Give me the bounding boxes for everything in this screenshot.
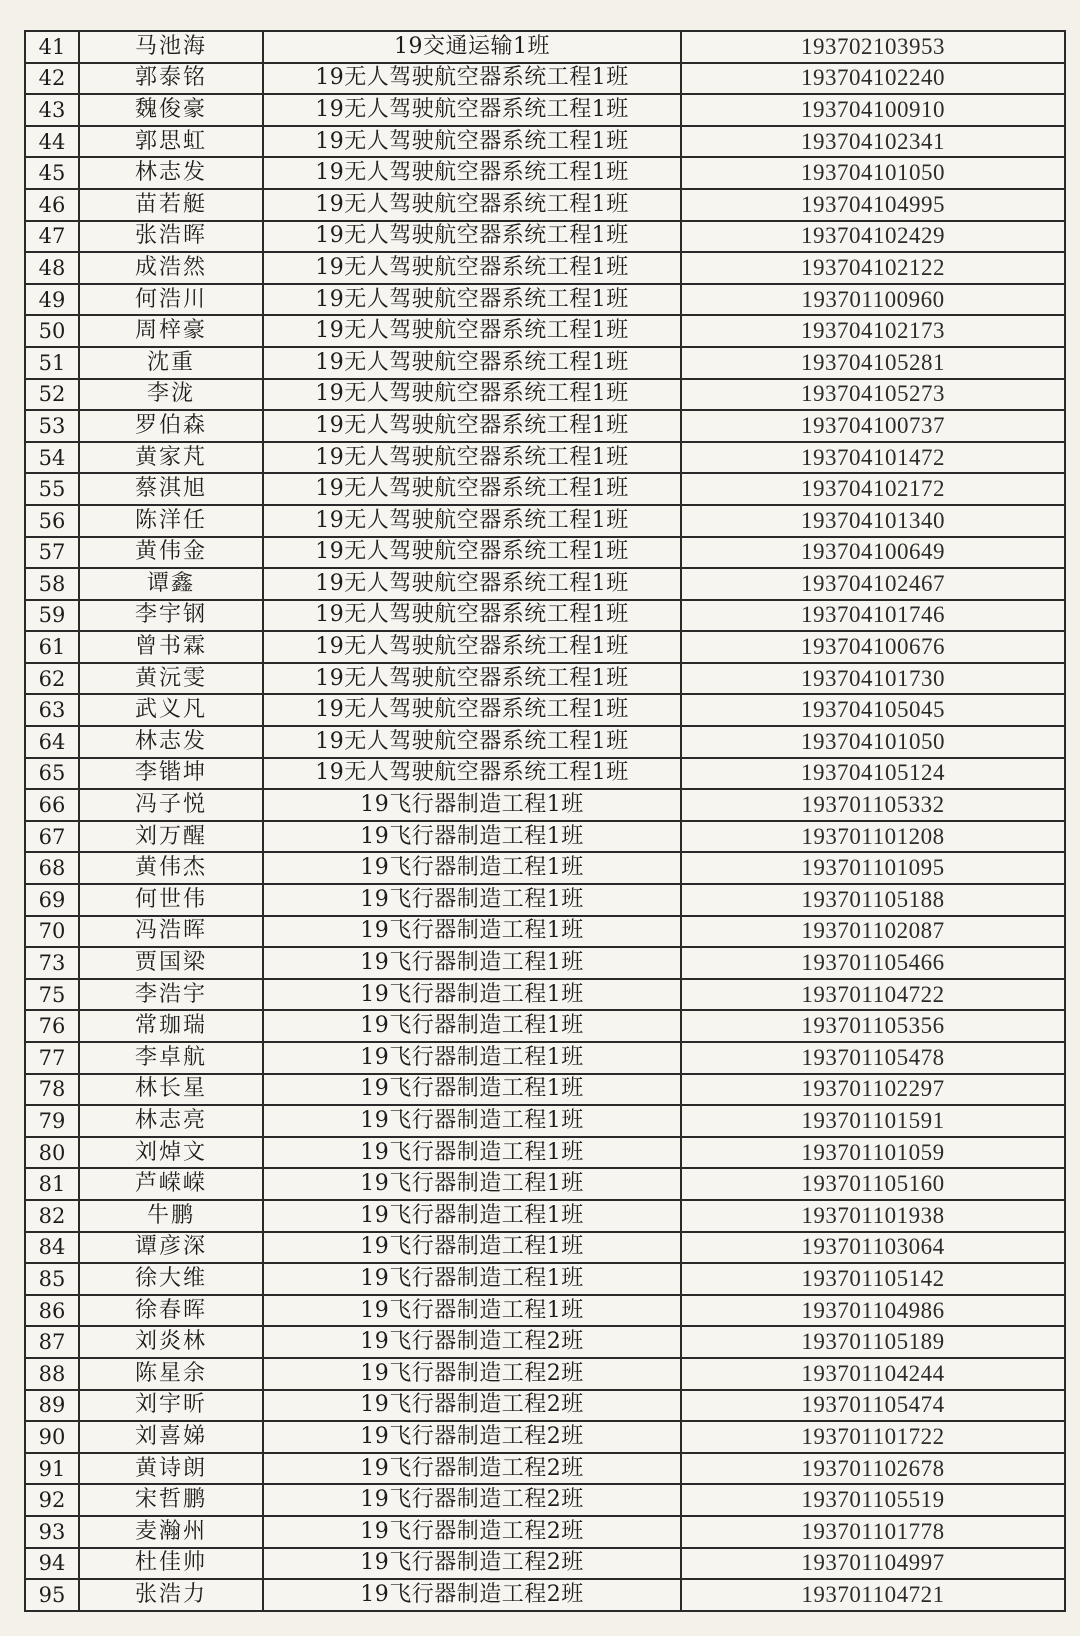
- student-id: 193701101208: [681, 821, 1065, 853]
- table-row: [25, 568, 1065, 600]
- class-name: 19飞行器制造工程2班: [263, 1326, 681, 1358]
- row-number: 54: [25, 442, 79, 474]
- student-id: 193704100649: [681, 537, 1065, 569]
- row-number: 67: [25, 821, 79, 853]
- student-id: 193701105356: [681, 1010, 1065, 1042]
- student-name: 成浩然: [79, 252, 263, 284]
- table-row: [25, 821, 1065, 853]
- class-name: 19无人驾驶航空器系统工程1班: [263, 473, 681, 505]
- table-row: [25, 694, 1065, 726]
- student-id: 193701105474: [681, 1390, 1065, 1422]
- row-number: 78: [25, 1074, 79, 1106]
- student-id: 193704102122: [681, 252, 1065, 284]
- student-id: 193704102429: [681, 221, 1065, 253]
- table-row: [25, 1358, 1065, 1390]
- table-row: [25, 379, 1065, 411]
- student-id: 193702103953: [681, 31, 1065, 63]
- student-id: 193704102341: [681, 126, 1065, 158]
- class-name: 19飞行器制造工程2班: [263, 1484, 681, 1516]
- row-number: 62: [25, 663, 79, 695]
- class-name: 19无人驾驶航空器系统工程1班: [263, 568, 681, 600]
- row-number: 86: [25, 1295, 79, 1327]
- student-name: 杜佳帅: [79, 1548, 263, 1580]
- row-number: 91: [25, 1453, 79, 1485]
- row-number: 95: [25, 1579, 79, 1611]
- student-name: 常珈瑞: [79, 1010, 263, 1042]
- student-name: 黄伟杰: [79, 852, 263, 884]
- student-name: 李锴坤: [79, 758, 263, 790]
- student-id: 193701101095: [681, 852, 1065, 884]
- student-id: 193704101340: [681, 505, 1065, 537]
- student-name: 麦瀚州: [79, 1516, 263, 1548]
- row-number: 44: [25, 126, 79, 158]
- student-id: 193701101938: [681, 1200, 1065, 1232]
- row-number: 90: [25, 1421, 79, 1453]
- class-name: 19无人驾驶航空器系统工程1班: [263, 505, 681, 537]
- student-id: 193704101472: [681, 442, 1065, 474]
- table-row: [25, 284, 1065, 316]
- row-number: 48: [25, 252, 79, 284]
- student-name: 刘万醒: [79, 821, 263, 853]
- table-row: [25, 663, 1065, 695]
- student-id: 193704105045: [681, 694, 1065, 726]
- student-name: 牛鹏: [79, 1200, 263, 1232]
- student-name: 徐春晖: [79, 1295, 263, 1327]
- student-id: 193704105124: [681, 758, 1065, 790]
- row-number: 56: [25, 505, 79, 537]
- student-id: 193701102087: [681, 916, 1065, 948]
- student-name: 林志发: [79, 726, 263, 758]
- class-name: 19无人驾驶航空器系统工程1班: [263, 157, 681, 189]
- row-number: 46: [25, 189, 79, 221]
- student-id: 193701102297: [681, 1074, 1065, 1106]
- row-number: 52: [25, 379, 79, 411]
- class-name: 19无人驾驶航空器系统工程1班: [263, 442, 681, 474]
- row-number: 49: [25, 284, 79, 316]
- row-number: 68: [25, 852, 79, 884]
- class-name: 19无人驾驶航空器系统工程1班: [263, 379, 681, 411]
- row-number: 76: [25, 1010, 79, 1042]
- table-row: [25, 1453, 1065, 1485]
- row-number: 42: [25, 63, 79, 95]
- row-number: 59: [25, 600, 79, 632]
- row-number: 77: [25, 1042, 79, 1074]
- student-name: 贾国梁: [79, 947, 263, 979]
- row-number: 45: [25, 157, 79, 189]
- student-id: 193704104995: [681, 189, 1065, 221]
- table-row: [25, 537, 1065, 569]
- student-name: 陈星余: [79, 1358, 263, 1390]
- student-name: 郭泰铭: [79, 63, 263, 95]
- student-name: 冯浩晖: [79, 916, 263, 948]
- row-number: 55: [25, 473, 79, 505]
- row-number: 58: [25, 568, 79, 600]
- student-id: 193701105466: [681, 947, 1065, 979]
- student-name: 何世伟: [79, 884, 263, 916]
- class-name: 19无人驾驶航空器系统工程1班: [263, 758, 681, 790]
- class-name: 19飞行器制造工程1班: [263, 884, 681, 916]
- class-name: 19飞行器制造工程1班: [263, 1295, 681, 1327]
- class-name: 19飞行器制造工程1班: [263, 1105, 681, 1137]
- table-row: [25, 884, 1065, 916]
- student-name: 张浩晖: [79, 221, 263, 253]
- student-name: 何浩川: [79, 284, 263, 316]
- row-number: 53: [25, 410, 79, 442]
- student-id: 193701105160: [681, 1168, 1065, 1200]
- row-number: 84: [25, 1232, 79, 1264]
- table-row: [25, 631, 1065, 663]
- student-name: 魏俊豪: [79, 94, 263, 126]
- class-name: 19飞行器制造工程2班: [263, 1421, 681, 1453]
- student-name: 林长星: [79, 1074, 263, 1106]
- table-row: [25, 1200, 1065, 1232]
- student-name: 蔡淇旭: [79, 473, 263, 505]
- class-name: 19飞行器制造工程2班: [263, 1453, 681, 1485]
- student-id: 193704102467: [681, 568, 1065, 600]
- student-id: 193701101591: [681, 1105, 1065, 1137]
- table-row: [25, 1042, 1065, 1074]
- student-id: 193701103064: [681, 1232, 1065, 1264]
- table-row: [25, 1326, 1065, 1358]
- student-name: 郭思虹: [79, 126, 263, 158]
- student-id: 193704101746: [681, 600, 1065, 632]
- student-id: 193704100737: [681, 410, 1065, 442]
- row-number: 69: [25, 884, 79, 916]
- table-row: [25, 473, 1065, 505]
- student-id: 193704105273: [681, 379, 1065, 411]
- table-row: [25, 442, 1065, 474]
- table-row: [25, 221, 1065, 253]
- class-name: 19飞行器制造工程1班: [263, 1200, 681, 1232]
- student-id: 193704102172: [681, 473, 1065, 505]
- student-id: 193704101730: [681, 663, 1065, 695]
- student-name: 冯子悦: [79, 789, 263, 821]
- student-name: 张浩力: [79, 1579, 263, 1611]
- student-name: 罗伯森: [79, 410, 263, 442]
- class-name: 19飞行器制造工程1班: [263, 821, 681, 853]
- row-number: 81: [25, 1168, 79, 1200]
- table-row: [25, 600, 1065, 632]
- student-name: 芦嵘嵘: [79, 1168, 263, 1200]
- table-row: [25, 189, 1065, 221]
- row-number: 70: [25, 916, 79, 948]
- table-row: [25, 789, 1065, 821]
- student-name: 李宇钢: [79, 600, 263, 632]
- class-name: 19无人驾驶航空器系统工程1班: [263, 347, 681, 379]
- class-name: 19无人驾驶航空器系统工程1班: [263, 663, 681, 695]
- table-row: [25, 1105, 1065, 1137]
- table-row: [25, 1390, 1065, 1422]
- student-name: 周梓豪: [79, 315, 263, 347]
- table-row: [25, 852, 1065, 884]
- row-number: 41: [25, 31, 79, 63]
- student-id: 193701104721: [681, 1579, 1065, 1611]
- student-id: 193704102240: [681, 63, 1065, 95]
- row-number: 57: [25, 537, 79, 569]
- student-id: 193701101778: [681, 1516, 1065, 1548]
- table-row: [25, 1421, 1065, 1453]
- table-row: [25, 1010, 1065, 1042]
- table-row: [25, 1137, 1065, 1169]
- class-name: 19无人驾驶航空器系统工程1班: [263, 63, 681, 95]
- row-number: 85: [25, 1263, 79, 1295]
- class-name: 19飞行器制造工程1班: [263, 1263, 681, 1295]
- row-number: 73: [25, 947, 79, 979]
- class-name: 19无人驾驶航空器系统工程1班: [263, 694, 681, 726]
- row-number: 75: [25, 979, 79, 1011]
- row-number: 64: [25, 726, 79, 758]
- student-id: 193701100960: [681, 284, 1065, 316]
- row-number: 94: [25, 1548, 79, 1580]
- student-id: 193701101059: [681, 1137, 1065, 1169]
- class-name: 19飞行器制造工程2班: [263, 1390, 681, 1422]
- table-row: [25, 1295, 1065, 1327]
- class-name: 19飞行器制造工程2班: [263, 1516, 681, 1548]
- student-name: 曾书霖: [79, 631, 263, 663]
- student-name: 林志发: [79, 157, 263, 189]
- class-name: 19飞行器制造工程1班: [263, 1074, 681, 1106]
- student-name: 徐大维: [79, 1263, 263, 1295]
- class-name: 19飞行器制造工程1班: [263, 1232, 681, 1264]
- class-name: 19无人驾驶航空器系统工程1班: [263, 94, 681, 126]
- table-row: [25, 947, 1065, 979]
- table-row: [25, 726, 1065, 758]
- student-id: 193704101050: [681, 726, 1065, 758]
- table-row: [25, 1074, 1065, 1106]
- row-number: 47: [25, 221, 79, 253]
- student-id: 193704102173: [681, 315, 1065, 347]
- table-row: [25, 31, 1065, 63]
- row-number: 88: [25, 1358, 79, 1390]
- student-name: 李卓航: [79, 1042, 263, 1074]
- class-name: 19无人驾驶航空器系统工程1班: [263, 631, 681, 663]
- class-name: 19飞行器制造工程1班: [263, 979, 681, 1011]
- student-id: 193701105142: [681, 1263, 1065, 1295]
- class-name: 19无人驾驶航空器系统工程1班: [263, 726, 681, 758]
- class-name: 19无人驾驶航空器系统工程1班: [263, 537, 681, 569]
- table-row: [25, 1484, 1065, 1516]
- table-row: [25, 157, 1065, 189]
- row-number: 43: [25, 94, 79, 126]
- student-name: 黄诗朗: [79, 1453, 263, 1485]
- row-number: 89: [25, 1390, 79, 1422]
- row-number: 79: [25, 1105, 79, 1137]
- row-number: 92: [25, 1484, 79, 1516]
- table-row: [25, 505, 1065, 537]
- row-number: 65: [25, 758, 79, 790]
- class-name: 19飞行器制造工程1班: [263, 947, 681, 979]
- class-name: 19飞行器制造工程2班: [263, 1548, 681, 1580]
- table-row: [25, 315, 1065, 347]
- class-name: 19飞行器制造工程1班: [263, 1010, 681, 1042]
- row-number: 80: [25, 1137, 79, 1169]
- table-row: [25, 410, 1065, 442]
- class-name: 19无人驾驶航空器系统工程1班: [263, 252, 681, 284]
- class-name: 19无人驾驶航空器系统工程1班: [263, 189, 681, 221]
- row-number: 66: [25, 789, 79, 821]
- student-name: 谭彦深: [79, 1232, 263, 1264]
- table-row: [25, 347, 1065, 379]
- table-row: [25, 1168, 1065, 1200]
- student-id: 193701105188: [681, 884, 1065, 916]
- class-name: 19飞行器制造工程1班: [263, 852, 681, 884]
- class-name: 19交通运输1班: [263, 31, 681, 63]
- class-name: 19无人驾驶航空器系统工程1班: [263, 221, 681, 253]
- class-name: 19飞行器制造工程1班: [263, 1042, 681, 1074]
- student-id: 193701104722: [681, 979, 1065, 1011]
- class-name: 19飞行器制造工程1班: [263, 1168, 681, 1200]
- student-id: 193701104997: [681, 1548, 1065, 1580]
- student-id: 193701105332: [681, 789, 1065, 821]
- student-id: 193704105281: [681, 347, 1065, 379]
- class-name: 19飞行器制造工程2班: [263, 1579, 681, 1611]
- roster-sheet: [24, 30, 1064, 1612]
- student-name: 马池海: [79, 31, 263, 63]
- class-name: 19无人驾驶航空器系统工程1班: [263, 284, 681, 316]
- student-name: 李泷: [79, 379, 263, 411]
- table-row: [25, 63, 1065, 95]
- table-row: [25, 1548, 1065, 1580]
- row-number: 61: [25, 631, 79, 663]
- student-id: 193704101050: [681, 157, 1065, 189]
- student-name: 苗若艇: [79, 189, 263, 221]
- student-id: 193704100676: [681, 631, 1065, 663]
- student-name: 刘焯文: [79, 1137, 263, 1169]
- table-row: [25, 126, 1065, 158]
- student-id: 193701105478: [681, 1042, 1065, 1074]
- row-number: 93: [25, 1516, 79, 1548]
- row-number: 87: [25, 1326, 79, 1358]
- class-name: 19无人驾驶航空器系统工程1班: [263, 126, 681, 158]
- row-number: 82: [25, 1200, 79, 1232]
- student-id: 193701101722: [681, 1421, 1065, 1453]
- row-number: 51: [25, 347, 79, 379]
- row-number: 50: [25, 315, 79, 347]
- table-row: [25, 94, 1065, 126]
- student-id: 193701105189: [681, 1326, 1065, 1358]
- row-number: 63: [25, 694, 79, 726]
- student-name: 刘喜娣: [79, 1421, 263, 1453]
- student-id: 193701104986: [681, 1295, 1065, 1327]
- class-name: 19无人驾驶航空器系统工程1班: [263, 315, 681, 347]
- student-name: 黄沅雯: [79, 663, 263, 695]
- table-row: [25, 252, 1065, 284]
- student-id: 193701102678: [681, 1453, 1065, 1485]
- class-name: 19无人驾驶航空器系统工程1班: [263, 410, 681, 442]
- student-name: 宋哲鹏: [79, 1484, 263, 1516]
- table-row: [25, 1516, 1065, 1548]
- student-name: 李浩宇: [79, 979, 263, 1011]
- student-name: 陈洋任: [79, 505, 263, 537]
- table-row: [25, 1263, 1065, 1295]
- student-name: 谭鑫: [79, 568, 263, 600]
- class-name: 19无人驾驶航空器系统工程1班: [263, 600, 681, 632]
- table-row: [25, 758, 1065, 790]
- class-name: 19飞行器制造工程1班: [263, 789, 681, 821]
- student-name: 武义凡: [79, 694, 263, 726]
- roster-table-body: [25, 31, 1065, 1611]
- student-id: 193701104244: [681, 1358, 1065, 1390]
- table-row: [25, 979, 1065, 1011]
- table-row: [25, 1579, 1065, 1611]
- student-roster-table: [24, 30, 1066, 1612]
- student-name: 黄家芃: [79, 442, 263, 474]
- student-id: 193701105519: [681, 1484, 1065, 1516]
- class-name: 19飞行器制造工程2班: [263, 1358, 681, 1390]
- student-name: 林志亮: [79, 1105, 263, 1137]
- student-name: 刘宇昕: [79, 1390, 263, 1422]
- student-name: 沈重: [79, 347, 263, 379]
- class-name: 19飞行器制造工程1班: [263, 916, 681, 948]
- table-row: [25, 1232, 1065, 1264]
- student-id: 193704100910: [681, 94, 1065, 126]
- student-name: 黄伟金: [79, 537, 263, 569]
- table-row: [25, 916, 1065, 948]
- class-name: 19飞行器制造工程1班: [263, 1137, 681, 1169]
- student-name: 刘炎林: [79, 1326, 263, 1358]
